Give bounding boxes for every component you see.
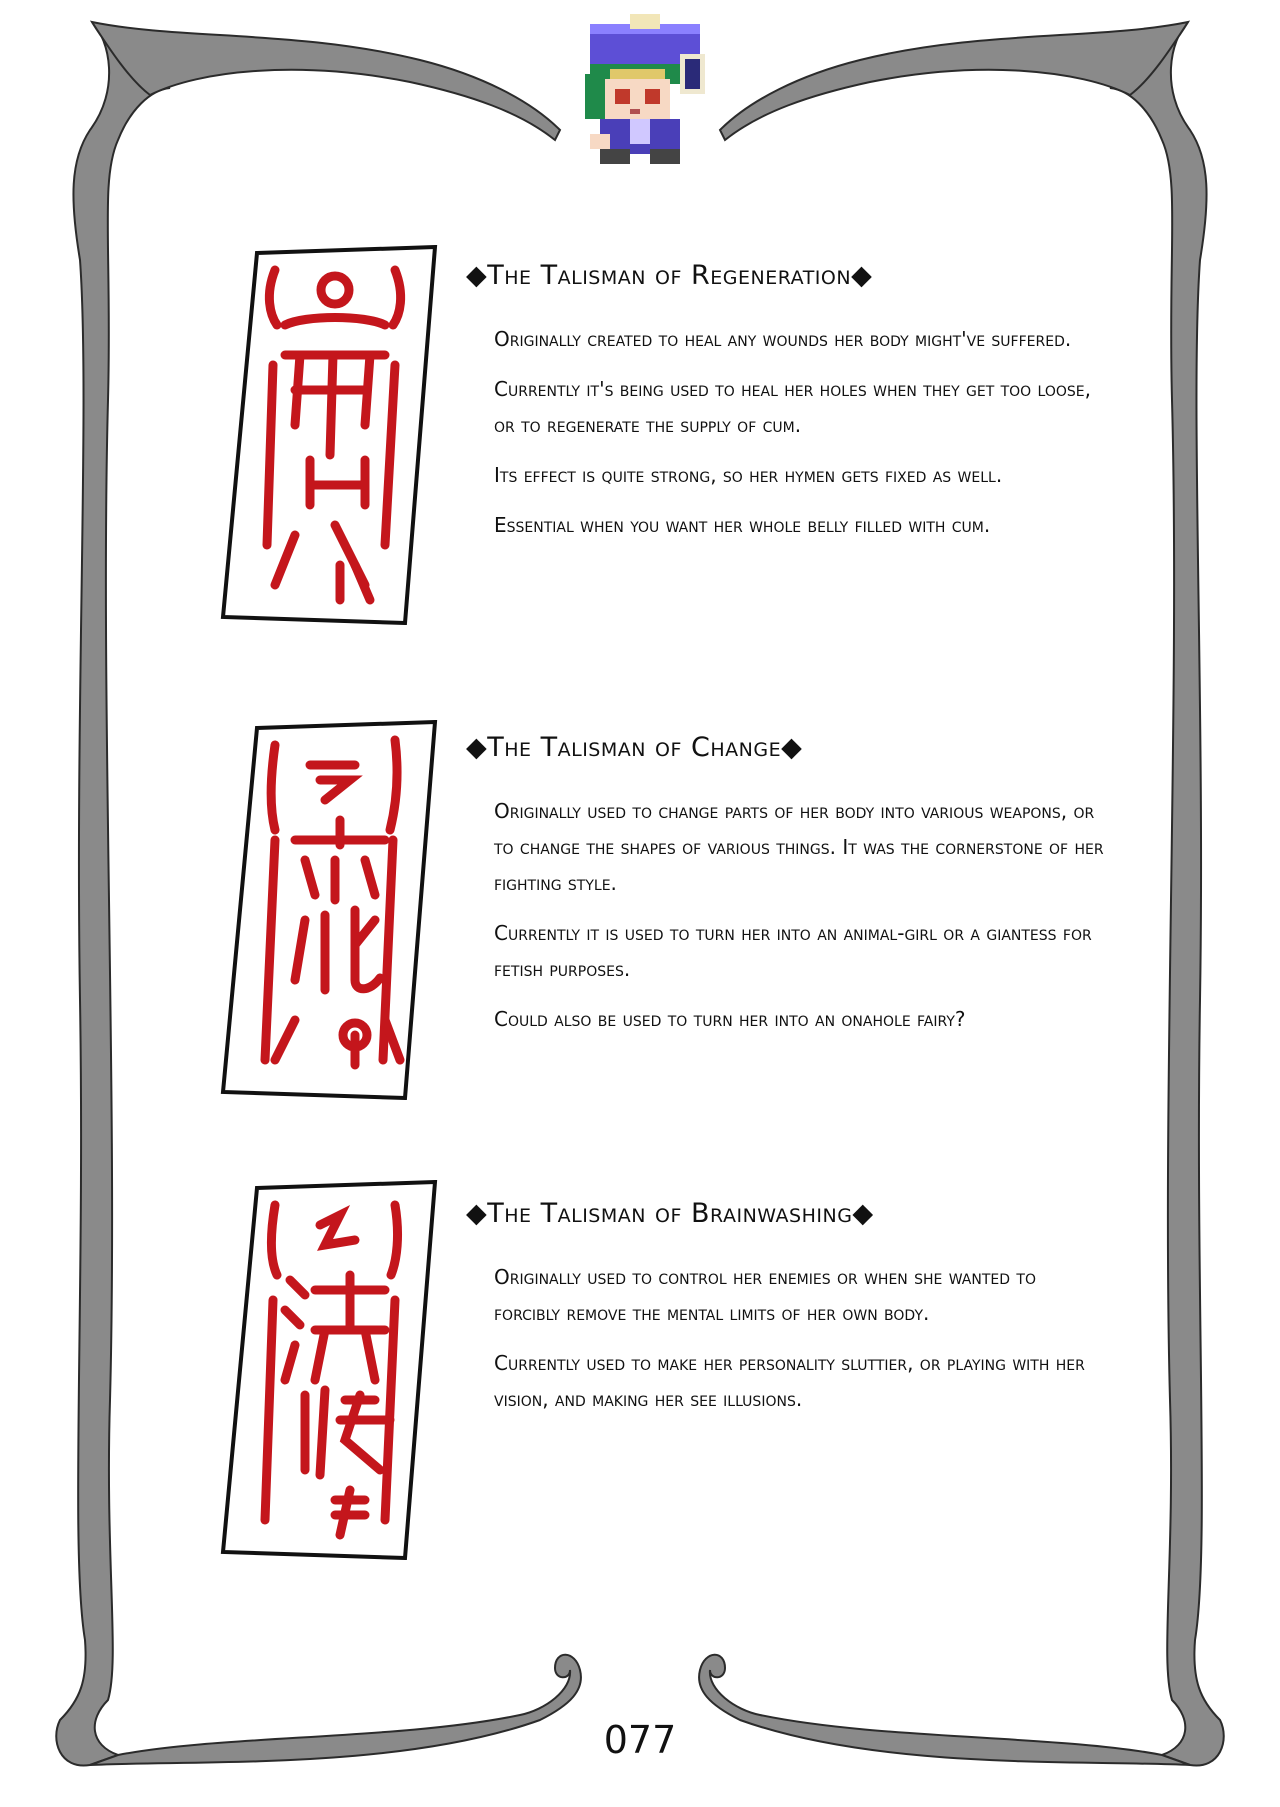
page-number: 077 bbox=[603, 1718, 677, 1762]
regeneration-talisman-image bbox=[215, 245, 445, 625]
chibi-character-image bbox=[560, 14, 730, 184]
section-title: ◆The Talisman of Regeneration◆ bbox=[466, 260, 873, 291]
change-talisman-image bbox=[215, 720, 445, 1100]
section-title: ◆The Talisman of Change◆ bbox=[466, 732, 803, 763]
regeneration-section bbox=[466, 260, 1106, 557]
section-paragraph: Its effect is quite strong, so her hymen gets fixed as well. bbox=[494, 463, 1003, 487]
section-paragraph: Originally created to heal any wounds her body might've suffered. bbox=[494, 327, 1072, 351]
section-paragraph: Currently used to make her personality sluttier, or playing with her vision, and making her see illusions. bbox=[494, 1351, 1085, 1411]
section-paragraph: Currently it's being used to heal her holes when they get too loose, or to regenerate the supply of cum. bbox=[494, 377, 1091, 437]
section-paragraph: Originally used to control her enemies or when she wanted to forcibly remove the mental limits of her own body. bbox=[494, 1265, 1036, 1325]
section-title: ◆The Talisman of Brainwashing◆ bbox=[466, 1198, 874, 1229]
change-section bbox=[466, 732, 1106, 1051]
section-paragraph: Currently it is used to turn her into an animal-girl or a giantess for fetish purposes. bbox=[494, 921, 1092, 981]
brainwashing-talisman-image bbox=[215, 1180, 445, 1560]
section-paragraph: Originally used to change parts of her body into various weapons, or to change the shapes of various things. It was the cornerstone of her fighting style. bbox=[494, 799, 1104, 895]
section-paragraph: Essential when you want her whole belly filled with cum. bbox=[494, 513, 991, 537]
brainwashing-section bbox=[466, 1198, 1106, 1431]
section-paragraph: Could also be used to turn her into an onahole fairy? bbox=[494, 1007, 966, 1031]
